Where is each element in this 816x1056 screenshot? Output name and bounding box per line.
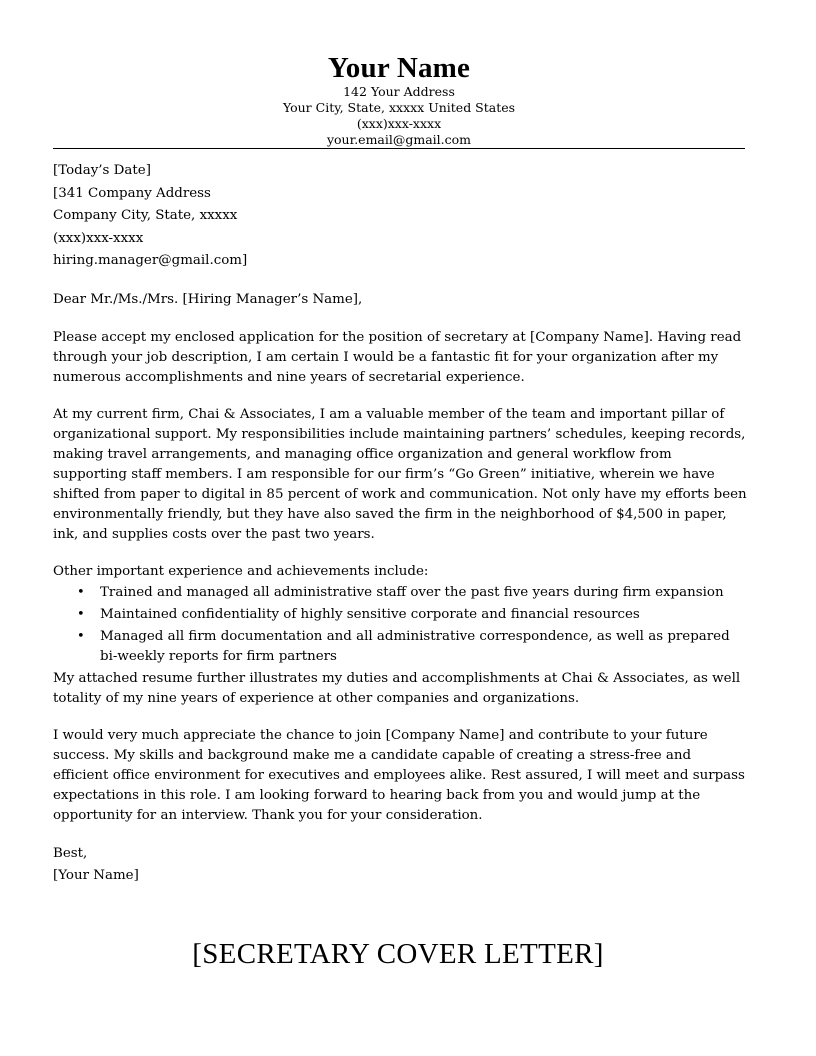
recipient-city-state: Company City, State, xxxxx: [53, 208, 238, 224]
recipient-phone: (xxx)xxx-xxxx: [53, 230, 144, 246]
paragraph-resume: My attached resume further illustrates my duties and accomplishments at Chai & Associates, as well totality of my nine years of experience at other companies and organizations.: [53, 670, 741, 706]
recipient-address: [341 Company Address: [53, 185, 211, 201]
salutation: Dear Mr./Ms./Mrs. [Hiring Manager’s Name],: [53, 291, 363, 307]
achievements-list: [53, 583, 747, 667]
bullet-icon: •: [77, 628, 85, 644]
header-divider: [53, 148, 745, 149]
paragraph-intro: Please accept my enclosed application for the position of secretary at [Company Name]. Having read through your job description, I am certain I would be a fantastic fit for your organization after my numerous accomplishments and nine years of secretarial experience.: [53, 329, 742, 385]
list-item: [77, 627, 747, 667]
paragraph-current-firm: At my current firm, Chai & Associates, I am a valuable member of the team and important pillar of organizational support. My responsibilities include maintaining partners’ schedules, keeping records, making travel arrangements, and managing office organization and general workflow from supporting staff members. I am responsible for our firm’s “Go Green” initiative, wherein we have shifted from paper to digital in 85 percent of work and communication. Not only have my efforts been environmentally friendly, but they have also saved the firm in the neighborhood of $4,500 in paper, ink, and supplies costs over the past two years.: [53, 406, 747, 542]
letter-header: [53, 52, 745, 148]
paragraph-achievements-intro: Other important experience and achievements include:: [53, 563, 429, 579]
document-title: [SECRETARY COVER LETTER]: [192, 938, 604, 970]
signoff-name: [Your Name]: [53, 868, 139, 884]
achievement-text: Trained and managed all administrative staff over the past five years during firm expansion: [100, 584, 724, 600]
sender-phone: (xxx)xxx-xxxx: [356, 116, 442, 131]
recipient-email: hiring.manager@gmail.com]: [53, 253, 248, 269]
letter-body: [53, 160, 747, 888]
achievement-text: Managed all firm documentation and all administrative correspondence, as well as prepared bi-weekly reports for firm partners: [100, 628, 730, 664]
recipient-block: [53, 160, 747, 273]
bullet-icon: •: [77, 584, 85, 600]
bullet-icon: •: [77, 606, 85, 622]
letter-date: [Today’s Date]: [53, 163, 151, 178]
sender-address: 142 Your Address: [343, 84, 455, 99]
sender-name: Your Name: [327, 52, 471, 84]
signoff-block: [53, 843, 747, 888]
achievement-text: Maintained confidentiality of highly sensitive corporate and financial resources: [100, 606, 640, 622]
signoff-closing: Best,: [53, 845, 88, 861]
list-item: [77, 583, 747, 603]
list-item: [77, 605, 747, 625]
paragraph-closing: I would very much appreciate the chance to join [Company Name] and contribute to your future success. My skills and background make me a candidate capable of creating a stress-free and efficient office environment for executives and employees alike. Rest assured, I will meet and surpass expectations in this role. I am looking forward to hearing back from you and would jump at the opportunity for an interview. Thank you for your consideration.: [53, 727, 745, 823]
sender-city-state: Your City, State, xxxxx United States: [282, 100, 516, 115]
sender-email: your.email@gmail.com: [326, 132, 472, 147]
